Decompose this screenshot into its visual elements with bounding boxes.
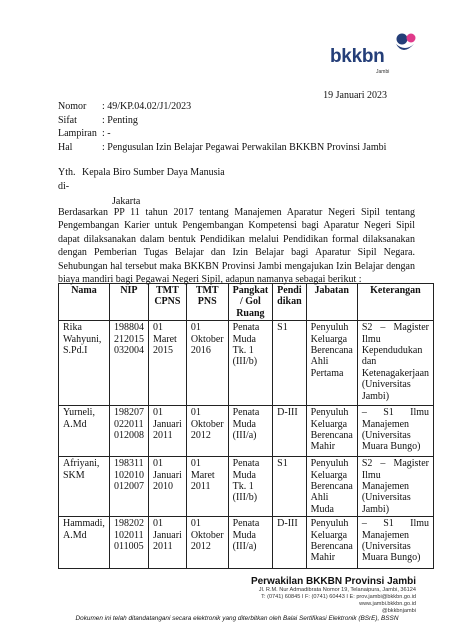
bkkbn-logo <box>330 28 420 80</box>
cell-tmt-cpns: 01 Maret 2015 <box>148 321 186 406</box>
cell-nip: 198207 022011 012008 <box>109 406 148 457</box>
cell-nama: Afriyani, SKM <box>59 457 110 517</box>
cell-tmt-cpns: 01 Januari 2010 <box>148 457 186 517</box>
cell-tmt-cpns: 01 Januari 2011 <box>148 517 186 569</box>
cell-keterangan: S2 – Magister Ilmu Manajemen (Universitas Jambi) <box>357 457 433 517</box>
cell-keterangan: – S1 Ilmu Manajemen (Universitas Muara Bungo) <box>357 406 433 457</box>
meta-value: : 49/KP.04.02/J1/2023 <box>102 101 192 112</box>
header-pendidikan: Pendi dikan <box>273 284 306 321</box>
header-tmt-pns: TMT PNS <box>186 284 228 321</box>
cell-pangkat: Penata Muda (III/a) <box>228 517 273 569</box>
cell-pendidikan: D-III <box>273 406 306 457</box>
meta-key: Lampiran <box>58 128 97 139</box>
cell-jabatan: Penyuluh Keluarga Berencana Ahli Pertama <box>306 321 357 406</box>
meta-value: : Penting <box>102 114 138 126</box>
table-row <box>59 321 434 406</box>
cell-tmt-pns: 01 Oktober 2012 <box>186 517 228 569</box>
cell-keterangan: S2 – Magister Ilmu Kependudukan dan Ketenagakerjaan (Universitas Jambi) <box>357 321 433 406</box>
cell-pendidikan: S1 <box>273 457 306 517</box>
recipient-di: di- <box>58 181 70 192</box>
logo-wordmark: bkkbn <box>330 46 385 67</box>
cell-pendidikan: S1 <box>273 321 306 406</box>
recipient-block <box>58 166 225 209</box>
cell-jabatan: Penyuluh Keluarga Berencana Mahir <box>306 406 357 457</box>
cell-pendidikan: D-III <box>273 517 306 569</box>
logo-subtitle: Jambi <box>376 69 390 75</box>
footer-web[interactable]: www.jambi.bkkbn.go.id <box>359 601 416 607</box>
header-tmt-cpns: TMT CPNS <box>148 284 186 321</box>
header-jabatan: Jabatan <box>306 284 357 321</box>
cell-jabatan: Penyuluh Keluarga Berencana Mahir <box>306 517 357 569</box>
cell-pangkat: Penata Muda Tk. 1 (III/b) <box>228 457 273 517</box>
cell-keterangan: – S1 Ilmu Manajemen (Universitas Muara Bungo) <box>357 517 433 569</box>
cell-nip: 198311 102010 012007 <box>109 457 148 517</box>
footer-address: Jl. R.M. Nur Admadibrata Nomor 19, Telanaipura, Jambi, 36124 <box>258 587 416 593</box>
employee-table <box>58 283 434 569</box>
header-pangkat: Pangkat / Gol Ruang <box>228 284 273 321</box>
meta-key: Hal <box>58 141 73 153</box>
cell-tmt-pns: 01 Maret 2011 <box>186 457 228 517</box>
recipient-salutation: Yth. <box>58 167 76 178</box>
cell-jabatan: Penyuluh Keluarga Berencana Ahli Muda <box>306 457 357 517</box>
header-nama: Nama <box>59 284 110 321</box>
cell-nip: 198804 212015 032004 <box>109 321 148 406</box>
cell-nama: Yurneli, A.Md <box>59 406 110 457</box>
cell-pangkat: Penata Muda Tk. 1 (III/b) <box>228 321 273 406</box>
body-paragraph: Berdasarkan PP 11 tahun 2017 tentang Manajemen Aparatur Negeri Sipil tentang Pengembangan Karier untuk Pengembangan Kompetensi bagi Aparatur Negeri Sipil dapat dilaksanakan dalam bentuk Pendidikan melalui Pendidikan formal dilaksanakan dengan Pemberian Tugas Belajar dan Izin Belajar bagi Aparatur Sipil Negara. Sehubungan hal tersebut maka BKKBN Provinsi Jambi mengajukan Izin Belajar dengan biaya mandiri bagi Pegawai Negeri Sipil, adapun namanya sebagai berikut : <box>58 207 415 286</box>
cell-nama: Rika Wahyuni, S.Pd.I <box>59 321 110 406</box>
recipient-name: Kepala Biro Sumber Daya Manusia <box>82 167 225 178</box>
meta-value: : - <box>102 128 111 139</box>
esign-disclaimer: Dokumen ini telah ditandatangani secara elektronik yang diterbitkan oleh Balai Sertifikasi Elektronik (BSrE), BSSN <box>75 615 399 622</box>
cell-tmt-cpns: 01 Januari 2011 <box>148 406 186 457</box>
table-row <box>59 457 434 517</box>
meta-row-sifat <box>58 114 386 128</box>
recipient-city: Jakarta <box>112 196 141 207</box>
letter-date: 19 Januari 2023 <box>323 90 387 101</box>
cell-pangkat: Penata Muda (III/a) <box>228 406 273 457</box>
meta-row-lampiran <box>58 127 386 141</box>
header-nip: NIP <box>109 284 148 321</box>
footer-org-name: Perwakilan BKKBN Provinsi Jambi <box>250 576 416 587</box>
meta-row-nomor <box>58 100 386 114</box>
cell-nip: 198202 102011 011005 <box>109 517 148 569</box>
letter-meta <box>58 100 386 154</box>
footer-social: @bkkbnjambi <box>382 608 416 614</box>
table-row <box>59 406 434 457</box>
table-row <box>59 517 434 569</box>
meta-key: Nomor <box>58 101 87 112</box>
header-keterangan: Keterangan <box>357 284 433 321</box>
cell-tmt-pns: 01 Oktober 2012 <box>186 406 228 457</box>
meta-value: : Pengusulan Izin Belajar Pegawai Perwakilan BKKBN Provinsi Jambi <box>102 141 387 153</box>
meta-key: Sifat <box>58 114 77 126</box>
bkkbn-logo-mark-icon <box>388 30 418 56</box>
footer-phone: T: (0741) 60845 I F: (0741) 60443 I E: prov.jambi@bkkbn.go.id <box>261 594 416 600</box>
table-header-row <box>59 284 434 321</box>
cell-nama: Hammadi, A.Md <box>59 517 110 569</box>
footer-contact <box>251 576 416 615</box>
cell-tmt-pns: 01 Oktober 2016 <box>186 321 228 406</box>
meta-row-hal <box>58 141 386 155</box>
